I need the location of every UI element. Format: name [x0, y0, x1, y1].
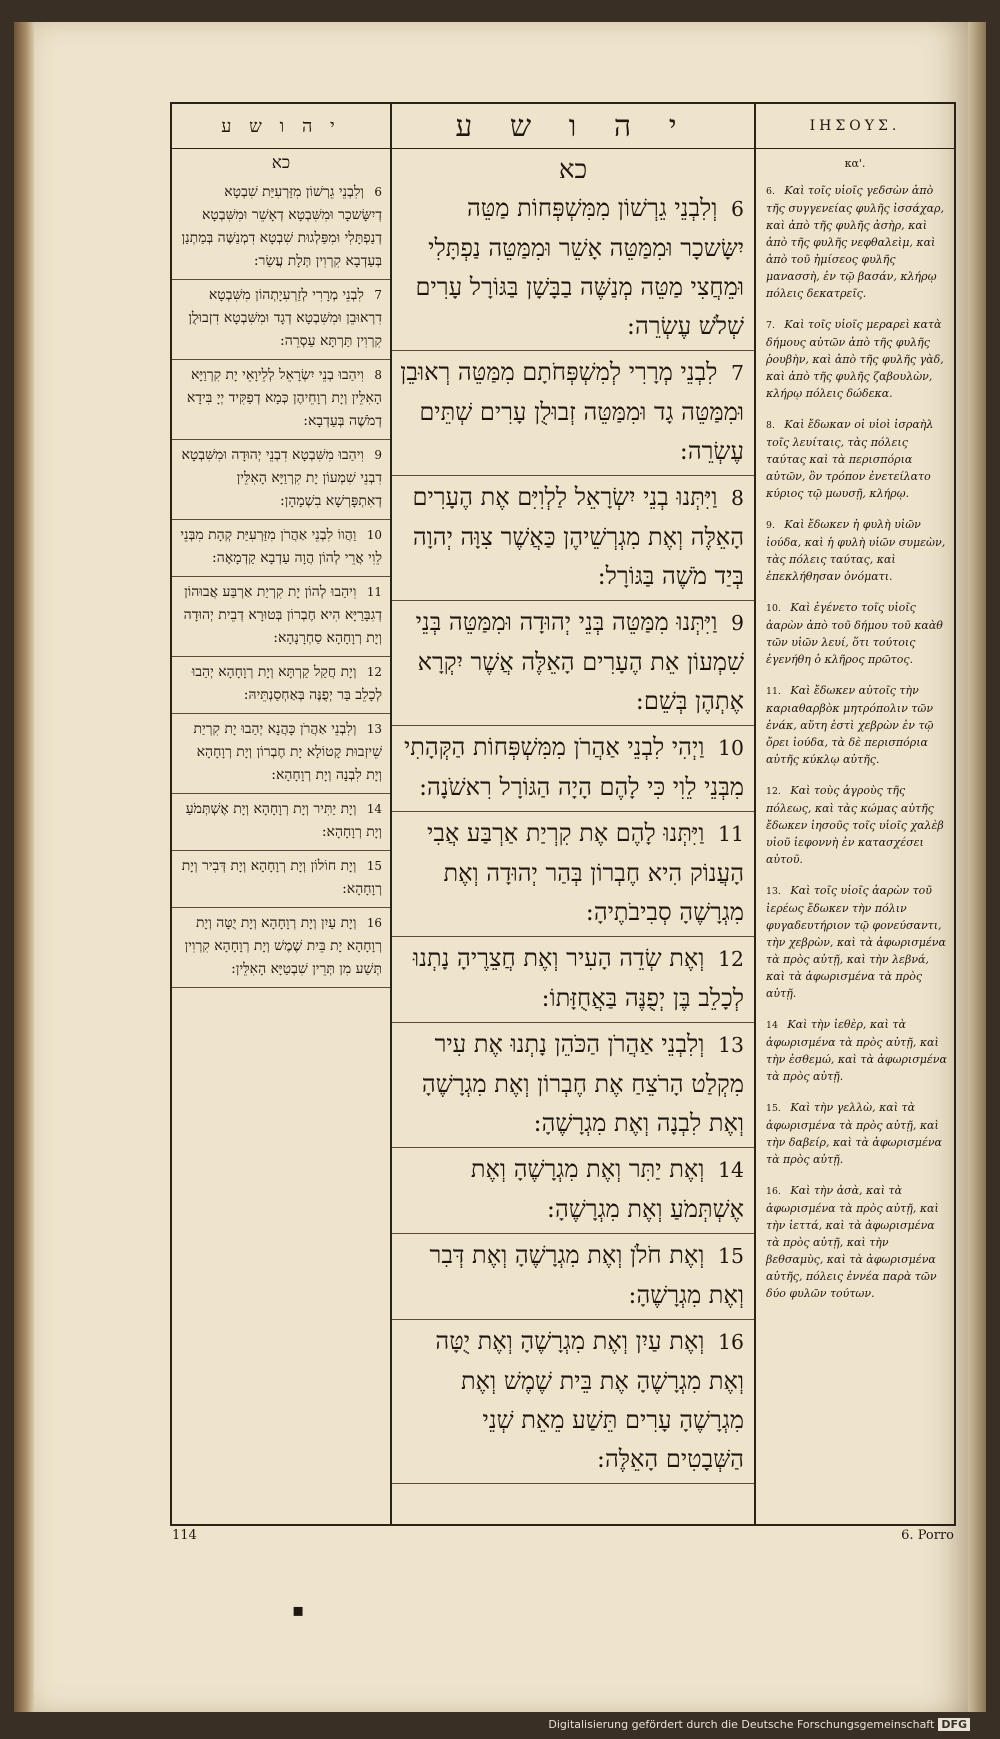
- verse-text: וַיִּתְּנוּ לָהֶם אֶת קִרְיַת אַרְבַּע אֲבִי הָעֲנוֹק הִיא חֶבְרוֹן בְּהַר יְהוּדָה וְאֶת מִגְרָשֶׁהָ סְבִיבֹתֶיהָ:: [427, 819, 744, 926]
- verse: [756, 1093, 954, 1176]
- verse-number: 13: [718, 1033, 744, 1057]
- verse: [172, 851, 390, 908]
- verse: [392, 812, 754, 937]
- verse-text: וְיָת יַתִּיר וְיָת רְוָחָהָא וְיָת אֶשְׁתְּמֹעַ וְיָת רְוָחָהָא:: [185, 801, 382, 840]
- verse-number: 13.: [766, 886, 781, 897]
- verse-number: 8: [374, 368, 382, 382]
- verse-text: Καὶ τὴν γελλὼ, καὶ τὰ ἀφωρισμένα τὰ πρὸς αὐτῇ, καὶ τὴν δαβείρ, καὶ τὰ ἀφωρισμένα τὰ πρὸς αὐτῇ.: [766, 1101, 942, 1166]
- hebrew-running-title: י ה ו ש ע: [392, 104, 754, 149]
- hebrew-column: [392, 104, 756, 1524]
- verse-text: וִיהַבוּ לְהוֹן יָת קִרְיַת אַרְבַּע אֲבוּהוֹן דְגִבָּרַיָּא הִיא חֶבְרוֹן בְּטוּרָא דְבֵית יְהוּדָה וְיָת רְוָחָהָא סַחְרָנָהָא:: [183, 584, 382, 646]
- verse-number: 15.: [766, 1103, 781, 1114]
- verse: [172, 714, 390, 794]
- verse-number: 12.: [766, 786, 781, 797]
- verse-number: 14: [366, 802, 382, 816]
- verse: [172, 794, 390, 851]
- verse-text: Καὶ τὴν ἰεθὲρ, καὶ τὰ ἀφωρισμένα τὰ πρὸς αὐτῇ, καὶ τὴν ἐσθεμώ, καὶ τὰ ἀφωρισμένα τὰ πρὸς αὐτῇ.: [766, 1018, 947, 1083]
- verse: [392, 476, 754, 601]
- verse-number: 14: [766, 1020, 778, 1031]
- verse: [392, 1023, 754, 1148]
- greek-chapter-number: κα'.: [844, 157, 866, 170]
- dfg-logo: DFG: [938, 1718, 970, 1731]
- greek-verse-list: [756, 176, 954, 1310]
- verse-text: Καὶ ἔδωκεν ἡ φυλὴ υἱῶν ἰούδα, καὶ ἡ φυλὴ υἱῶν συμεὼν, τὰς πόλεις ταύτας, καὶ ἐπεκλήθησαν ὀνόματι.: [766, 518, 946, 583]
- verse-text: וְלִבְנֵי גֵרְשׁוֹן מִמִּשְׁפְּחוֹת מַטֵּה יִשָּׂשכָר וּמִמַּטֵּה אָשֵׁר וּמִמַּטֵּה נַפְתָּלִי וּמֵחֲצִי מַטֵּה מְנַשֶּׁה בַבָּשָׁן בַּגּוֹרָל עָרִים שְׁלֹשׁ עֶשְׂרֵה:: [415, 194, 744, 340]
- page-number: 114: [172, 1528, 197, 1543]
- aramaic-verse-list: [172, 177, 390, 988]
- verse: [756, 776, 954, 876]
- verse-number: 14: [718, 1158, 744, 1182]
- verse: [756, 593, 954, 676]
- hebrew-chapter-number: כא: [558, 155, 588, 185]
- verse-number: 9: [374, 448, 382, 462]
- verse-number: 11: [718, 822, 744, 846]
- verse-number: 12: [366, 665, 382, 679]
- verse-text: וַהֲווֹ לִבְנֵי אַהֲרֹן מִזַּרְעִיַּת קְהָת מִבְּנֵי לֵוִי אֲרֵי לְהוֹן הֲוָה עַדְבָא קַדְמָאָה:: [180, 527, 382, 566]
- verse-text: Καὶ τοῖς υἱοῖς μεραρεὶ κατὰ δήμους αὐτῶν ἀπὸ τῆς φυλῆς ῥουβὴν, καὶ ἀπὸ τῆς φυλῆς γὰδ, καὶ ἀπὸ τῆς φυλῆς ζαβουλὼν, κλήρῳ πόλεις δώδεκα.: [766, 318, 944, 400]
- verse: [392, 1148, 754, 1234]
- verse-text: וְאֶת עַיִן וְאֶת מִגְרָשֶׁהָ וְאֶת יֻטָּה וְאֶת מִגְרָשֶׁהָ אֶת בֵּית שֶׁמֶשׁ וְאֶת מִגְרָשֶׁהָ עָרִים תֵּשַׁע מֵאֵת שְׁנֵי הַשְּׁבָטִים הָאֵלֶּה:: [435, 1327, 744, 1473]
- verse-number: 11.: [766, 686, 781, 697]
- verse-text: וְלִבְנֵי אַהֲרֹן הַכֹּהֵן נָתְנוּ אֶת עִיר מִקְלַט הָרֹצֵחַ אֶת חֶבְרוֹן וְאֶת מִגְרָשֶׁהָ וְאֶת לִבְנָה וְאֶת מִגְרָשֶׁהָ:: [421, 1030, 744, 1137]
- text-frame: [170, 102, 956, 1526]
- verse-text: לִבְנֵי מְרָרִי לְמִשְׁפְּחֹתָם מִמַּטֵּה רְאוּבֵן וּמִמַּטֵּה גָד וּמִמַּטֵּה זְבוּלֻן עָרִים שְׁתֵּים עֶשְׂרֵה:: [400, 358, 744, 465]
- verse-text: Καὶ ἐγένετο τοῖς υἱοῖς ἀαρὼν ἀπὸ τοῦ δήμου τοῦ καὰθ τῶν υἱῶν λευί, ὅτι τούτοις ἐγενήθη ὁ κλῆρος πρῶτος.: [766, 601, 943, 666]
- verse-number: 12: [718, 947, 744, 971]
- verse: [172, 657, 390, 714]
- page-edge: [968, 22, 986, 1712]
- credit-text: Digitalisierung gefördert durch die Deutsche Forschungsgemeinschaft: [548, 1718, 935, 1731]
- verse-number: 11: [366, 585, 382, 599]
- verse: [172, 440, 390, 520]
- aramaic-column: [172, 104, 392, 1524]
- verse: [172, 577, 390, 657]
- verse-text: וִיהַבוּ בְנֵי יִשְׂרָאֵל לְלֵיוָאֵי יָת קִרְוַיָּא הָאִלֵּין וְיָת רְוָחֵיהֶן כְּמָא דְפַקִּיד יְיָ בִּידָא דְמֹשֶׁה בְּעַדְבָא:: [186, 367, 382, 429]
- verse-number: 6: [731, 197, 744, 221]
- verse: [392, 1234, 754, 1320]
- verse-text: Καὶ τοῖς υἱοῖς γεδσὼν ἀπὸ τῆς συγγενείας φυλῆς ἰσσάχαρ, καὶ ἀπὸ τῆς φυλῆς ἀσὴρ, καὶ ἀπὸ τῆς φυλῆς νεφθαλεὶμ, καὶ ἀπὸ τοῦ ἡμίσεος φυλῆς μανασσὴ, ἐν τῷ βασάν, κλήρῳ πόλεις δεκατρεῖς.: [766, 184, 944, 300]
- verse: [756, 176, 954, 310]
- greek-column: [756, 104, 954, 1524]
- verse: [172, 908, 390, 988]
- verse-text: וְאֶת יַתִּר וְאֶת מִגְרָשֶׁהָ וְאֶת אֶשְׁתְּמֹעַ וְאֶת מִגְרָשֶׁהָ:: [470, 1155, 744, 1223]
- verse: [756, 510, 954, 593]
- verse-text: Καὶ ἔδωκαν οἱ υἱοὶ ἰσραὴλ τοῖς λευίταις, τὰς πόλεις ταύτας καὶ τὰ περισπόρια αὐτῶν, ὃν τρόπον ἐνετείλατο κύριος τῷ μωυσῇ, κλήρῳ.: [766, 418, 934, 500]
- verse: [756, 410, 954, 510]
- hebrew-verse-list: [392, 187, 754, 1484]
- verse-number: 7.: [766, 320, 775, 331]
- verse: [172, 280, 390, 360]
- verse-number: 16: [366, 916, 382, 930]
- verse-number: 7: [731, 361, 744, 385]
- verse-number: 10: [366, 528, 382, 542]
- verse-number: 16.: [766, 1186, 781, 1197]
- verse: [756, 676, 954, 776]
- verse-number: 15: [718, 1244, 744, 1268]
- verse: [392, 937, 754, 1023]
- verse: [756, 310, 954, 410]
- verse-text: Καὶ ἔδωκεν αὐτοῖς τὴν καριαθαρβὸκ μητρόπολιν τῶν ἐνάκ, αὕτη ἐστὶ χεβρὼν ἐν τῷ ὄρει ἰούδα, τὰ δὲ περισπόρια αὐτῆς κύκλῳ αὐτῆς.: [766, 684, 934, 766]
- verse-text: וַיִּתְּנוּ מִמַּטֵּה בְּנֵי יְהוּדָה וּמִמַּטֵּה בְּנֵי שִׁמְעוֹן אֵת הֶעָרִים הָאֵלֶּה אֲשֶׁר יִקְרָא אֶתְהֶן בְּשֵׁם:: [415, 608, 744, 715]
- verse: [756, 1176, 954, 1310]
- verse-text: Καὶ τοὺς ἀγροὺς τῆς πόλεως, καὶ τὰς κώμας αὐτῆς ἔδωκεν ἰησοῦς τοῖς υἱοῖς χαλὲβ υἱοῦ ἰεφοννὴ ἐν κατασχέσει αὐτοῦ.: [766, 784, 944, 866]
- verse-text: וַיְהִי לִבְנֵי אַהֲרֹן מִמִּשְׁפְּחוֹת הַקְּהָתִי מִבְּנֵי לֵוִי כִּי לָהֶם הָיָה הַגּוֹרָל רִאשֹׁנָה:: [403, 733, 744, 801]
- greek-running-title: ΙΗΣΟΥΣ.: [756, 104, 954, 149]
- verse-number: 13: [366, 722, 382, 736]
- verse: [392, 351, 754, 476]
- verse-number: 15: [366, 859, 382, 873]
- verse-number: 10: [718, 736, 744, 760]
- verse-number: 7: [374, 288, 382, 302]
- verse-text: Καὶ τὴν ἀσὰ, καὶ τὰ ἀφωρισμένα τὰ πρὸς αὐτῇ, καὶ τὴν ἰεττά, καὶ τὰ ἀφωρισμένα τὰ πρὸς αὐτῇ, καὶ τὴν βεθσαμὺς, καὶ τὰ ἀφωρισμένα αὐτῆς, πόλεις ἐννέα παρὰ τῶν δύο φυλῶν τούτων.: [766, 1184, 939, 1300]
- verse-number: 6: [374, 185, 382, 199]
- verse-text: וְיָת חֲקַל קַרְתָּא וְיָת רְוָחָהָא יְהַבוּ לְכָלֵב בַּר יְפֻנֶּה בְּאַחְסַנְתֵּיהּ:: [191, 664, 382, 703]
- verse-text: וַיִּתְּנוּ בְנֵי יִשְׂרָאֵל לַלְוִיִּם אֶת הֶעָרִים הָאֵלֶּה וְאֶת מִגְרְשֵׁיהֶן כַּאֲשֶׁר צִוָּה יְהוָה בְּיַד מֹשֶׁה בַּגּוֹרָל:: [412, 483, 744, 590]
- verse-text: לִבְנֵי מְרָרִי לְזַרְעִיָתְהוֹן מִשִּׁבְטָא דִרְאוּבֵן וּמִשִּׁבְטָא דְגָד וּמִשִּׁבְטָא דִזְבוּלֻן קִרְוִין תַּרְתָּא עַסְרֵה:: [188, 287, 382, 349]
- verse: [756, 1010, 954, 1093]
- verse: [392, 1320, 754, 1484]
- ink-mark: ▪: [292, 1600, 305, 1621]
- page-footer: [170, 1528, 954, 1550]
- verse-number: 9: [731, 611, 744, 635]
- verse-text: וְאֶת שְׂדֵה הָעִיר וְאֶת חֲצֵרֶיהָ נָתְנוּ לְכָלֵב בֶּן יְפֻנֶּה בַּאֲחֻזָּתוֹ:: [413, 944, 744, 1012]
- book-spine: [14, 22, 34, 1712]
- verse: [392, 726, 754, 812]
- verse-number: 8.: [766, 420, 775, 431]
- verse: [392, 187, 754, 351]
- verse-text: וִיהַבוּ מִשִּׁבְטָא דִבְנֵי יְהוּדָה וּמִשִּׁבְטָא דִבְנֵי שִׁמְעוֹן יָת קִרְוַיָּא הָאִלֵּין דְאִתְפָּרְשָׁא בִשְׁמָהָן:: [181, 447, 382, 509]
- verse: [172, 520, 390, 577]
- verse-text: וְיָת עַיִן וְיָת רְוָחָהָא וְיָת יֻטָּה וְיָת רְוָחָהָא יָת בֵּית שֶׁמֶשׁ וְיָת רְוָחָהָא קִרְוִין תְּשַׁע מִן תְּרֵין שִׁבְטַיָּא הָאִלֵּין:: [184, 915, 382, 977]
- verse: [392, 601, 754, 726]
- catchword: 6. Porro: [901, 1528, 954, 1543]
- verse: [172, 177, 390, 280]
- verse: [756, 876, 954, 1010]
- verse-number: 8: [731, 486, 744, 510]
- verse-text: Καὶ τοῖς υἱοῖς ἀαρὼν τοῦ ἱερέως ἔδωκεν τὴν πόλιν φυγαδευτήριον τῷ φονεύσαντι, τὴν χεβρὼν, καὶ τὰ ἀφωρισμένα τὰ πρὸς αὐτῇ, καὶ τὴν λεβνά, καὶ τὰ ἀφωρισμένα τὰ πρὸς αὐτῇ.: [766, 884, 946, 1000]
- verse-text: וְיָת חוֹלוֹן וְיָת רְוָחָהָא וְיָת דְּבִיר וְיָת רְוָחָהָא:: [181, 858, 382, 897]
- aramaic-running-title: י ה ו ש ע: [172, 104, 390, 149]
- digitization-credit: [548, 1718, 970, 1731]
- verse-number: 10.: [766, 603, 781, 614]
- aramaic-chapter-number: כא: [271, 153, 291, 173]
- verse-number: 16: [718, 1330, 744, 1354]
- verse-number: 6.: [766, 186, 775, 197]
- verse-text: וְאֶת חֹלֹן וְאֶת מִגְרָשֶׁהָ וְאֶת דְּבִר וְאֶת מִגְרָשֶׁהָ:: [429, 1241, 744, 1309]
- verse: [172, 360, 390, 440]
- verse-number: 9.: [766, 520, 775, 531]
- verse-text: וְלִבְנֵי אַהֲרֹן כָּהֲנָא יְהַבוּ יָת קִרְיַת שֵׁיזְבוּת קָטוֹלָא יָת חֶבְרוֹן וְיָת רְוָחָהָא וְיָת לִבְנָה וְיָת רְוָחָהָא:: [193, 721, 382, 783]
- verse-text: וְלִבְנֵי גֵרְשׁוֹן מִזַּרְעִיַּת שִׁבְטָא דְיִשָּׂשכָר וּמִשִּׁבְטָא דְאָשֵׁר וּמִשִּׁבְטָא דְנַפְתָּלִי וּמִפַּלְגוּת שִׁבְטָא דִמְנַשֶּׁה בְּמַתְנַן בְּעַדְבָא קִרְוִין תְּלָת עֲשַׂר:: [181, 184, 382, 269]
